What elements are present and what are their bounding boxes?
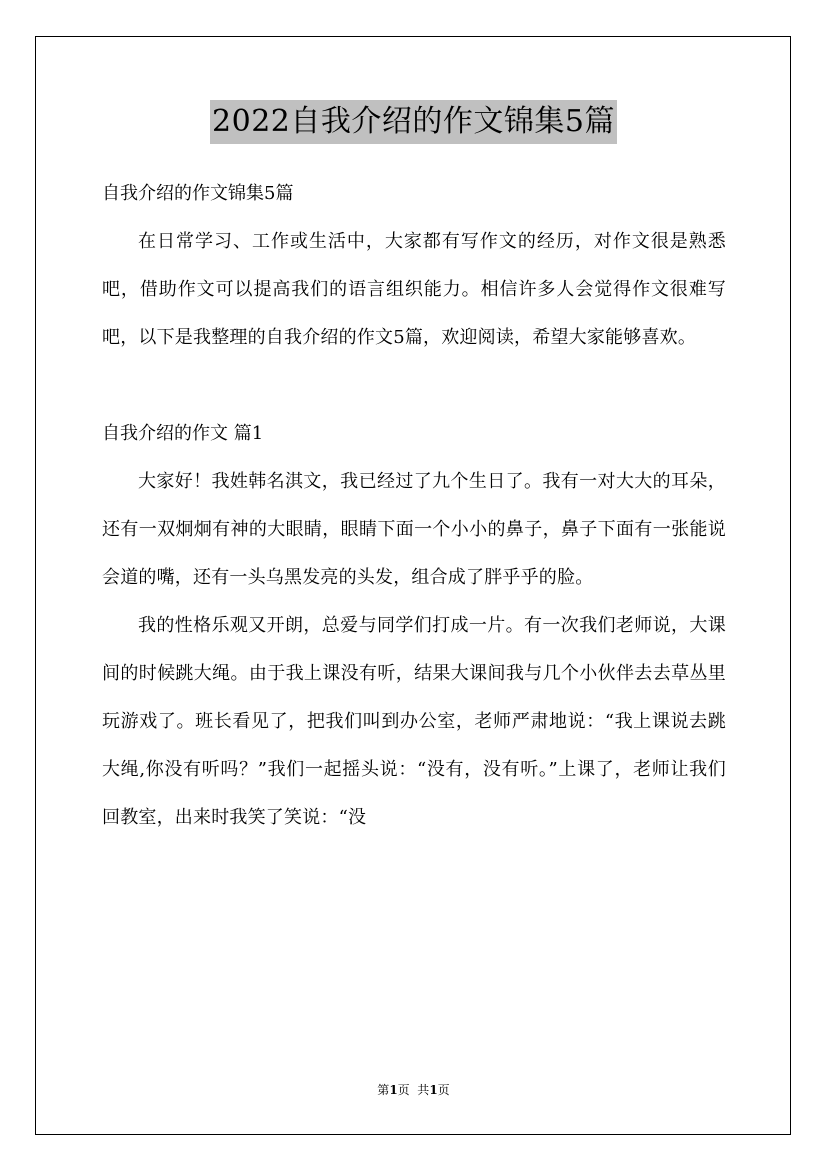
intro-paragraph: 在日常学习、工作或生活中，大家都有写作文的经历，对作文很是熟悉吧，借助作文可以提高我们的语言组织能力。相信许多人会觉得作文很难写吧，以下是我整理的自我介绍的作文5篇，欢迎阅读，希望大家能够喜欢。	[102, 231, 726, 348]
footer-page-suffix: 页	[437, 1083, 450, 1097]
section-heading: 自我介绍的作文 篇1	[102, 423, 264, 444]
document-subtitle: 自我介绍的作文锦集5篇	[102, 183, 294, 204]
title-wrap	[0, 100, 827, 144]
document-title: 2022自我介绍的作文锦集5篇	[210, 100, 617, 144]
section-spacer	[102, 362, 726, 410]
footer-page-mid: 页 共	[397, 1083, 430, 1097]
document-body	[102, 170, 726, 842]
page-footer	[0, 1082, 827, 1098]
section-paragraph: 我的性格乐观又开朗，总爱与同学们打成一片。有一次我们老师说，大课间的时候跳大绳。由于我上课没有听，结果大课间我与几个小伙伴去去草丛里玩游戏了。班长看见了，把我们叫到办公室，老师严肃地说：“我上课说去跳大绳,你没有听吗？”我们一起摇头说：“没有，没有听。”上课了，老师让我们回教室，出来时我笑了笑说：“没	[102, 615, 726, 828]
footer-page-current: 1	[389, 1083, 398, 1097]
section-paragraph: 大家好！我姓韩名淇文，我已经过了九个生日了。我有一对大大的耳朵，还有一双炯炯有神的大眼睛，眼睛下面一个小小的鼻子，鼻子下面有一张能说会道的嘴，还有一头乌黑发亮的头发，组合成了胖乎乎的脸。	[102, 471, 726, 588]
footer-page-prefix: 第	[377, 1083, 390, 1097]
footer-page-total: 1	[429, 1083, 438, 1097]
